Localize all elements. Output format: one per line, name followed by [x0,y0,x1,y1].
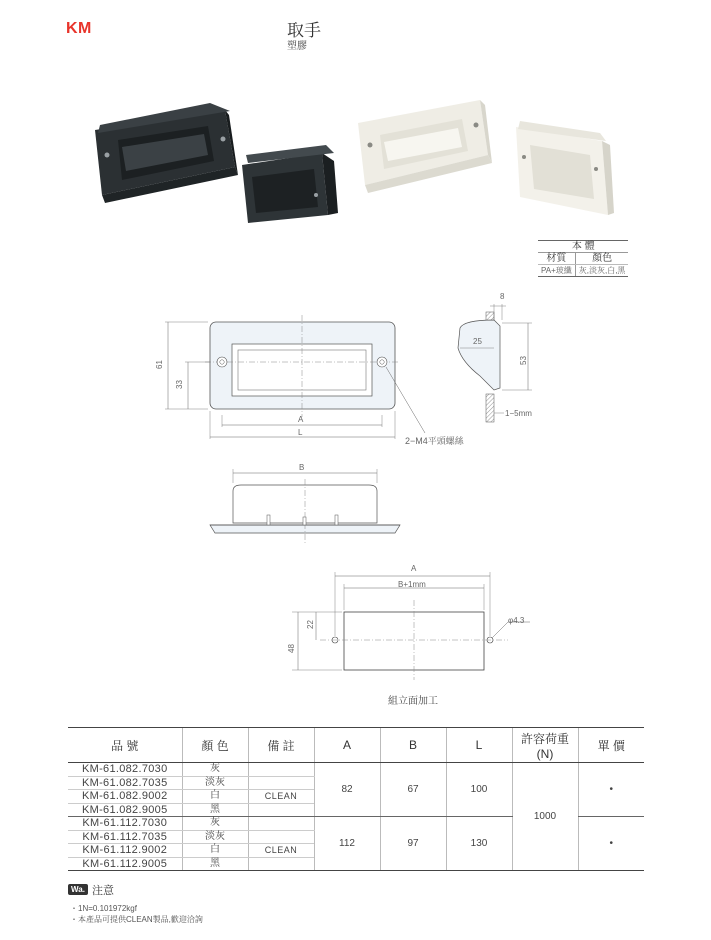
spec-header-row [68,728,644,763]
side-view-drawing [440,290,550,430]
l-cell: 100 [446,763,512,817]
material-header: 材質 [538,253,575,265]
header-load: 許容荷重 (N) [512,728,578,763]
part-no-cell: KM-61.112.9005 [68,857,182,871]
header-color: 顏 色 [182,728,248,763]
white-handle-large-image [358,100,492,193]
load-cell: 1000 [512,763,578,871]
dim-A-label: A [298,415,304,424]
dim-B-label: B [299,463,305,472]
remark-cell [248,830,314,844]
color-cell: 黑 [182,857,248,871]
top-view-drawing [205,465,405,545]
screw-note: 2−M4平頭螺絲 [405,436,464,446]
remark-cell [248,857,314,871]
part-no-cell: KM-61.082.7035 [68,776,182,790]
color-cell: 灰 [182,817,248,831]
spec-table [68,727,644,871]
color-cell: 白 [182,790,248,804]
header-remark: 備 註 [248,728,314,763]
cutout-dim-A-label: A [411,564,417,573]
notes-badge: Wa. [68,884,88,895]
color-cell: 黑 [182,803,248,817]
dim-L-label: L [298,428,303,437]
brand-code: KM [66,20,92,37]
dim-33-label: 33 [174,380,184,389]
dim-25-label: 25 [473,337,482,346]
header-price: 單 價 [578,728,644,763]
material-table-title: 本 體 [538,241,628,253]
remark-cell [248,803,314,817]
color-cell: 灰 [182,763,248,777]
dark-handle-large-image [95,103,238,203]
cutout-hole-label: φ4.3 [508,616,525,625]
color-cell: 淡灰 [182,830,248,844]
part-no-cell: KM-61.082.9002 [68,790,182,804]
page-subtitle: 塑膠 [287,41,307,52]
header-l: L [446,728,512,763]
colors-value: 灰,淡灰,白,黑 [575,265,628,277]
material-value: PA+玻纖 [538,265,575,277]
header-part-no: 品 號 [68,728,182,763]
dim-61-label: 61 [154,360,164,369]
material-table [538,240,628,277]
price-cell: • [578,817,644,871]
remark-cell [248,763,314,777]
l-cell: 130 [446,817,512,871]
a-cell: 112 [314,817,380,871]
color-cell: 白 [182,844,248,858]
header-a: A [314,728,380,763]
cutout-dim-48-label: 48 [286,644,296,653]
thickness-label: 1−5mm [505,409,532,418]
table-row [68,763,644,777]
part-no-cell: KM-61.112.7030 [68,817,182,831]
product-photos [90,95,630,230]
b-cell: 97 [380,817,446,871]
color-cell: 淡灰 [182,776,248,790]
part-no-cell: KM-61.082.7030 [68,763,182,777]
cutout-caption: 組立面加工 [388,696,438,707]
remark-cell: CLEAN [248,790,314,804]
dim-8-label: 8 [500,292,505,301]
remark-cell: CLEAN [248,844,314,858]
cutout-dim-22-label: 22 [305,620,315,629]
price-cell: • [578,763,644,817]
part-no-cell: KM-61.082.9005 [68,803,182,817]
b-cell: 67 [380,763,446,817]
a-cell: 82 [314,763,380,817]
header-b: B [380,728,446,763]
part-no-cell: KM-61.112.9002 [68,844,182,858]
color-header: 顏色 [575,253,628,265]
dark-handle-small-image [242,145,338,223]
remark-cell [248,817,314,831]
notes-title: 注意 [92,885,114,897]
part-no-cell: KM-61.112.7035 [68,830,182,844]
cutout-dim-B1-label: B+1mm [398,580,426,589]
white-handle-small-image [516,121,614,215]
page-title: 取手 [287,21,321,40]
note-item: ・本產品可提供CLEAN製品,歡迎洽詢 [70,915,203,924]
dim-53-label: 53 [518,356,528,365]
remark-cell [248,776,314,790]
note-item: ・1N=0.101972kgf [70,904,137,913]
